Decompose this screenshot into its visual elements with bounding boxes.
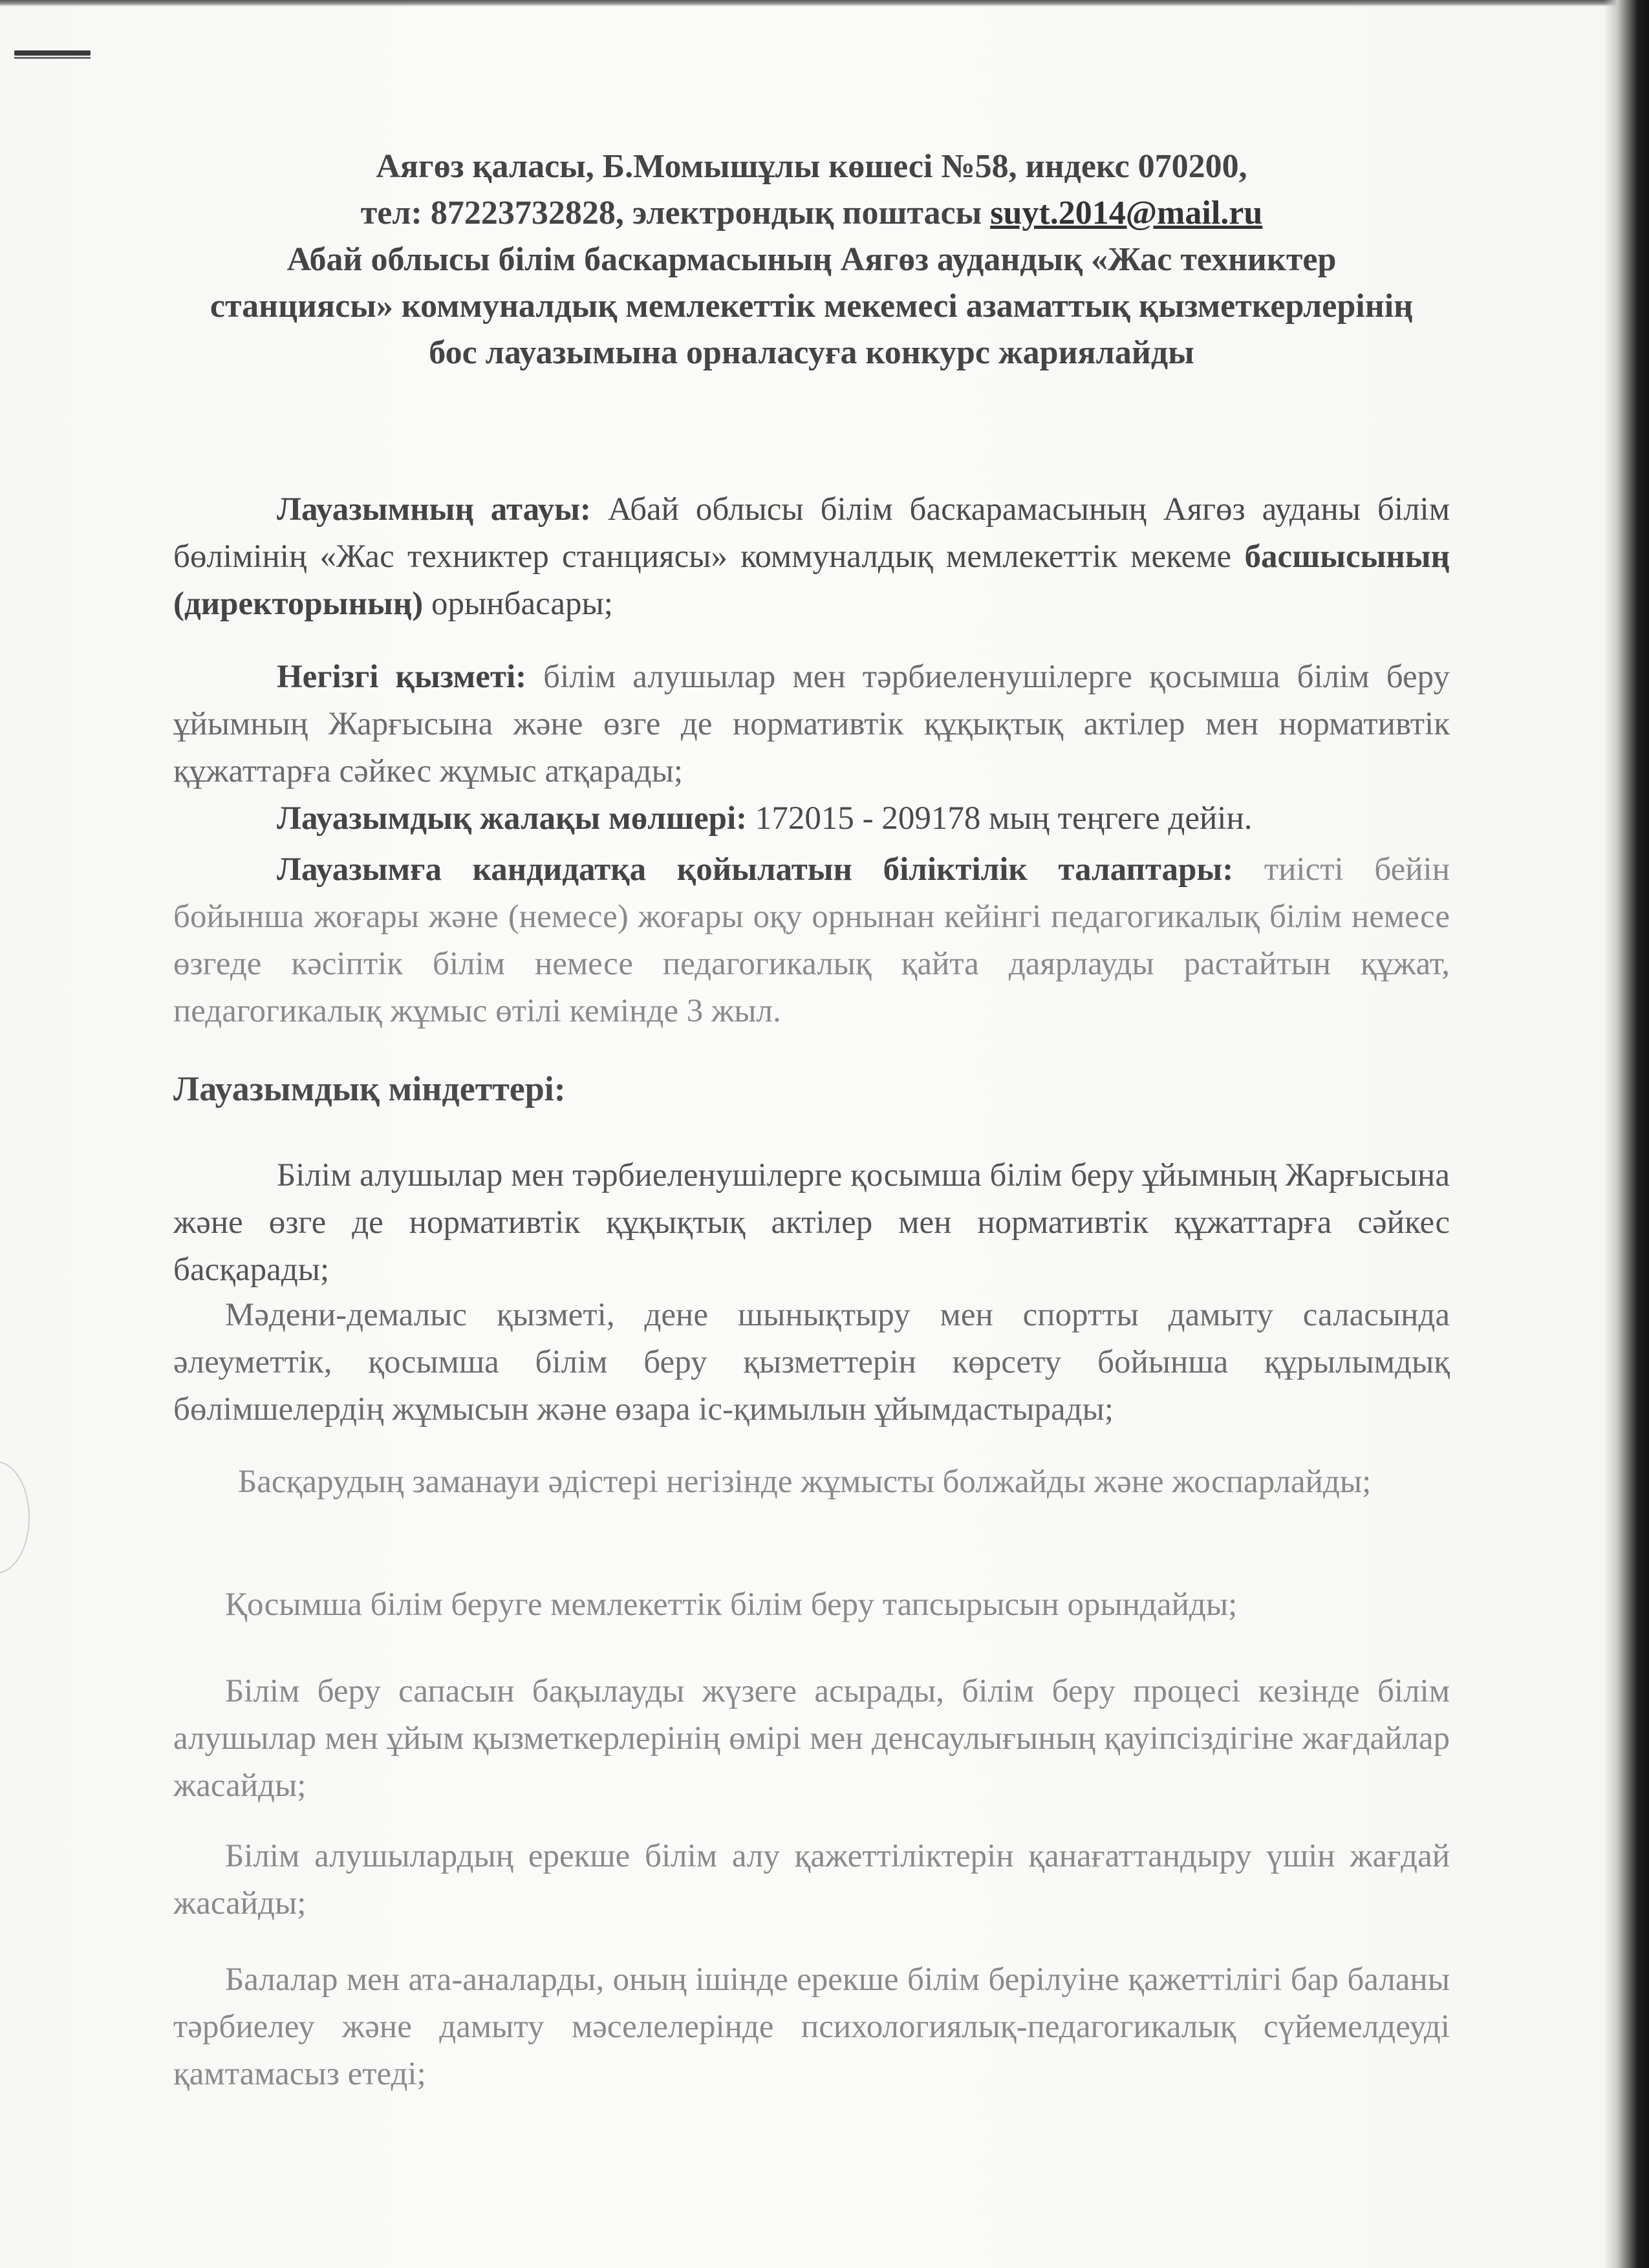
document-header [194, 144, 1429, 376]
salary-text: 172015 - 209178 мың теңгеге дейін. [747, 800, 1253, 837]
position-text-end: орынбасары; [423, 586, 613, 622]
duty-item: Білім алушылардың ерекше білім алу қажеттіліктерін қанағаттандыру үшін жағдай жасайды; [173, 1838, 1450, 1921]
scan-right-edge [1604, 0, 1649, 2268]
scan-top-edge [0, 0, 1649, 6]
duty-block-7 [173, 1956, 1450, 2098]
duty-block-2 [173, 1292, 1450, 1433]
header-email-link[interactable]: suyt.2014@mail.ru [990, 195, 1263, 231]
header-phone: тел: 87223732828, электрондық поштасы [360, 195, 991, 231]
requirements-label: Лауазымға кандидатқа қойылатын біліктілік талаптары: [277, 851, 1234, 888]
scan-mark-shadow [14, 57, 91, 59]
scan-mark [14, 50, 91, 56]
duty-block-3 [173, 1459, 1450, 1506]
position-section [173, 486, 1450, 628]
header-contacts [194, 190, 1429, 237]
position-paragraph [173, 486, 1450, 628]
main-activity-text: білім алушылар мен тәрбиеленушілерге қосымша білім беру ұйымның Жарғысына және өзге де нормативтік құқықтық актілер мен нормативтік құжаттарға сәйкес жұмыс атқарады; [173, 659, 1450, 789]
salary-label: Лауазымдық жалақы мөлшері: [277, 800, 748, 837]
header-address: Аягөз қаласы, Б.Момышұлы көшесі №58, индекс 070200, [376, 148, 1247, 185]
duty-block-6 [173, 1833, 1450, 1927]
punch-hole-shadow [0, 1461, 30, 1574]
position-label: Лауазымның атауы: [277, 491, 591, 528]
main-activity-paragraph [173, 654, 1450, 795]
position-text: Абай облысы білім баскарамасының Аягөз ауданы білім бөлімінің «Жас техниктер станциясы» коммуналдық мемлекеттік мекеме [173, 491, 1450, 575]
requirements-text: тиісті бейін бойынша жоғары және (немесе) жоғары оқу орнынан кейінгі педагогикалық білім немесе өзгеде кәсіптік білім немесе педагогикалық қайта даярлауды растайтын құжат, педагогикалық жұмыс өтілі кемінде 3 жыл. [173, 851, 1450, 1029]
duty-item: Басқарудың заманауи әдістері негізінде жұмысты болжайды және жоспарлайды; [238, 1464, 1372, 1500]
duty-block-1 [173, 1152, 1450, 1294]
duty-item: Білім беру сапасын бақылауды жүзеге асырады, білім беру процесі кезінде білім алушылар мен ұйым қызметкерлерінің өмірі мен денсаулығының қауіпсіздігіне жағдайлар жасайды; [173, 1673, 1450, 1804]
duty-block-5 [173, 1668, 1450, 1810]
main-activity-section [173, 654, 1450, 1035]
header-announcement: Абай облысы білім баскармасының Аягөз аудандық «Жас техниктер станциясы» коммуналдық мемлекеттік мекемесі азаматтық қызметкерлерінің бос лауазымына орналасуға конкурс жариялайды [210, 241, 1414, 371]
duty-item: Білім алушылар мен тәрбиеленушілерге қосымша білім беру ұйымның Жарғысына және өзге де нормативтік құқықтық актілер мен нормативтік құжаттарға сәйкес басқарады; [173, 1157, 1450, 1288]
requirements-paragraph [173, 846, 1450, 1035]
duty-item: Мәдени-демалыс қызметі, дене шынықтыру мен спортты дамыту саласында әлеуметтік, қосымша білім беру қызметтерін көрсету бойынша құрылымдық бөлімшелердің жұмысын және өзара іс-қимылын ұйымдастырады; [173, 1297, 1450, 1428]
salary-paragraph [173, 795, 1450, 842]
duty-item: Балалар мен ата-аналарды, оның ішінде ерекше білім берілуіне қажеттілігі бар баланы тәрбиелеу және дамыту мәселелерінде психологиялық-педагогикалық сүйемелдеуді қамтамасыз етеді; [173, 1962, 1450, 2092]
duty-block-4 [173, 1581, 1450, 1629]
duties-heading: Лауазымдық міндеттері: [173, 1069, 566, 1108]
position-text-bold: басшысының (директорының) [173, 539, 1450, 622]
main-activity-label: Негізгі қызметі: [277, 659, 527, 695]
duty-item: Қосымша білім беруге мемлекеттік білім беру тапсырысын орындайды; [225, 1587, 1238, 1623]
